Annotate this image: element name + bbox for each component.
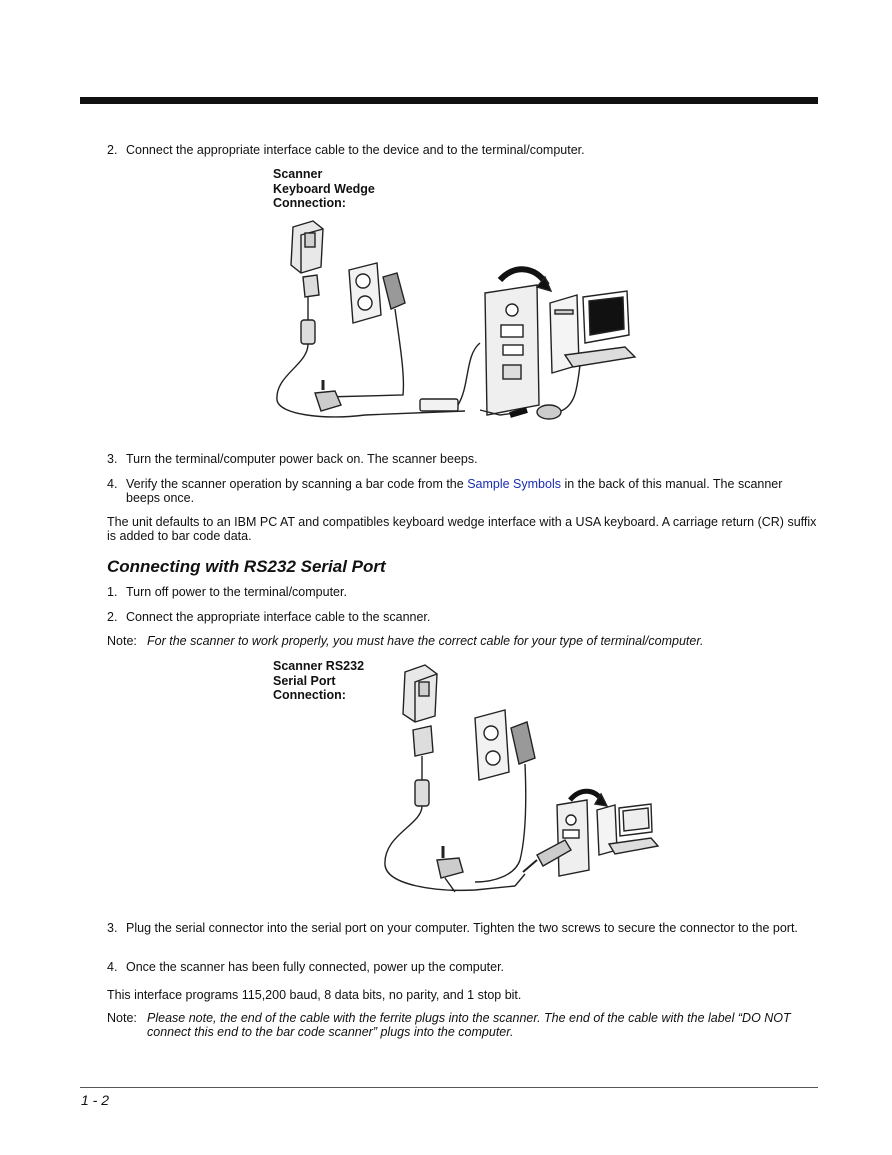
step-4-serial: 4. Once the scanner has been fully connected, power up the computer. xyxy=(107,960,505,974)
computer-port-panel-icon xyxy=(485,285,539,415)
step-3-keyboard: 3. Turn the terminal/computer power back on. The scanner beeps. xyxy=(107,452,478,466)
rs232-illustration xyxy=(375,660,665,905)
sample-symbols-link[interactable]: Sample Symbols xyxy=(467,477,561,491)
computer-icon xyxy=(550,291,635,373)
ferrite-icon xyxy=(301,320,315,344)
computer-icon xyxy=(597,804,658,855)
step-3-serial: 3. Plug the serial connector into the serial port on your computer. Tighten the two screws to secure the connector to the port. xyxy=(107,921,798,935)
keyboard-wedge-illustration xyxy=(265,215,645,430)
note-cable: Note: For the scanner to work properly, you must have the correct cable for your type of terminal/computer. xyxy=(107,634,704,648)
section-heading: Connecting with RS232 Serial Port xyxy=(107,557,386,576)
page-number: 1 - 2 xyxy=(81,1092,110,1108)
computer-port-panel-icon xyxy=(557,800,589,876)
wall-outlet-icon xyxy=(475,710,509,780)
defaults-paragraph: The unit defaults to an IBM PC AT and compatibles keyboard wedge interface with a USA keyboard. A carriage return (CR) suffix is added to bar code data. xyxy=(107,515,817,543)
power-adapter-icon xyxy=(383,273,405,309)
cable-connector-icon xyxy=(420,399,458,411)
step-1-serial: 1. Turn off power to the terminal/computer. xyxy=(107,585,347,599)
step-2-keyboard: 2. Connect the appropriate interface cable to the device and to the terminal/computer. xyxy=(107,143,585,157)
step-4-keyboard: 4. Verify the scanner operation by scanning a bar code from the Sample Symbols in the back of this manual. The scanner beeps once. xyxy=(107,477,783,505)
ferrite-icon xyxy=(415,780,429,806)
scanner-icon xyxy=(403,665,437,756)
header-rule xyxy=(80,97,818,104)
power-adapter-icon xyxy=(511,722,535,764)
caption-rs232: Scanner RS232 Serial Port Connection: xyxy=(273,659,365,702)
footer-rule xyxy=(80,1087,818,1088)
note-ferrite: Note: Please note, the end of the cable with the ferrite plugs into the scanner. The end of the cable with the label “DO NOT connect this end to the bar code scanner” plugs into the computer. xyxy=(107,1011,791,1039)
interface-paragraph: This interface programs 115,200 baud, 8 data bits, no parity, and 1 stop bit. xyxy=(107,988,522,1002)
wall-outlet-icon xyxy=(349,263,381,323)
scanner-icon xyxy=(291,221,323,297)
step-2-serial: 2. Connect the appropriate interface cable to the scanner. xyxy=(107,610,431,624)
caption-keyboard-wedge: Scanner Keyboard Wedge Connection: xyxy=(273,167,375,210)
